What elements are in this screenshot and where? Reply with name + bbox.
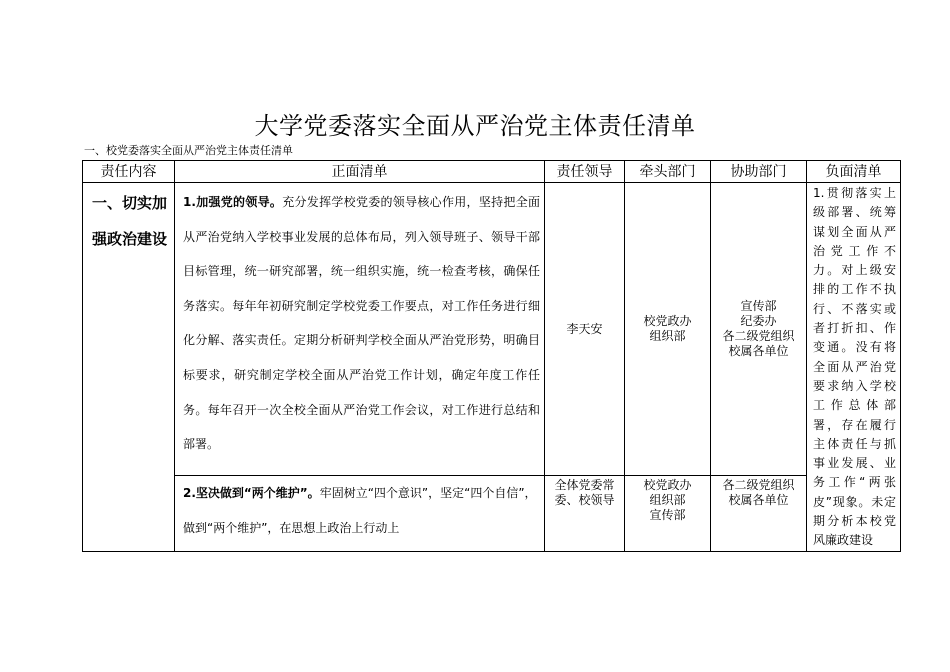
assist-dept: 校属各单位 (728, 493, 789, 508)
header-positive-list: 正面清单 (175, 161, 545, 183)
assist-dept: 纪委办 (740, 314, 777, 329)
assist-dept: 各二级党组织 (722, 478, 795, 493)
leader-cell-2 (545, 476, 625, 551)
category-line-2: 强政治建设 (91, 230, 167, 248)
positive-item-2 (175, 476, 545, 551)
lead-dept: 宣传部 (649, 508, 686, 523)
header-assist-dept: 协助部门 (711, 161, 807, 183)
header-lead-dept: 牵头部门 (625, 161, 711, 183)
lead-dept: 组织部 (649, 329, 686, 344)
table-row (83, 476, 901, 551)
header-negative-list: 负面清单 (807, 161, 901, 183)
responsibility-table (82, 160, 901, 552)
section-subtitle: 一、校党委落实全面从严治党主体责任清单 (84, 144, 293, 157)
leader-2: 全体党委常委、校领导 (554, 478, 615, 508)
category-cell (83, 183, 175, 552)
positive-item-2-heading: 2.坚决做到“两个维护”。 (183, 486, 320, 501)
assist-dept: 宣传部 (740, 299, 777, 314)
assist-dept-cell-2 (711, 476, 807, 551)
positive-item-1-heading: 1.加强党的领导。 (183, 195, 283, 209)
assist-dept: 各二级党组织 (722, 329, 795, 344)
lead-dept-cell-2 (625, 476, 711, 551)
lead-dept-cell-1 (625, 183, 711, 476)
positive-item-1-body: 充分发挥学校党委的领导核心作用，坚持把全面从严治党纳入学校事业发展的总体布局，列入领导班子、领导干部目标管理，统一研究部署，统一组织实施，统一检查考核，确保任务落实。每年年初研究制定学校党委工作要点，对工作任务进行细化分解、落实责任。定期分析研判学校全面从严治党形势，明确目标要求，研究制定学校全面从严治党工作计划，确定年度工作任务。每年召开一次全校全面从严治党工作会议，对工作进行总结和部署。 (183, 195, 540, 452)
leader-cell-1 (545, 183, 625, 476)
positive-item-2-body: 牢固树立“四个意识”，坚定“四个自信”，做到“两个维护”，在思想上政治上行动上 (183, 486, 537, 535)
negative-list-cell: 1.贯彻落实上级部署、统筹谋划全面从严治党工作不力。对上级安排的工作不执行、不落实或者打折扣、作变通。没有将全面从严治党要求纳入学校工作总体部署，存在履行主体责任与抓事业发展、业务工作“两张皮”现象。未定期分析本校党风廉政建设 (807, 183, 901, 552)
lead-dept: 校党政办 (643, 478, 692, 493)
table-row (83, 183, 901, 476)
assist-dept-cell-1 (711, 183, 807, 476)
table-header-row (83, 161, 901, 183)
category-line-1: 一、切实加 (91, 194, 167, 212)
page-title: 大学党委落实全面从严治党主体责任清单 (254, 112, 696, 140)
header-leader: 责任领导 (545, 161, 625, 183)
lead-dept: 校党政办 (643, 314, 692, 329)
leader-1: 李天安 (566, 321, 603, 336)
header-responsibility: 责任内容 (83, 161, 175, 183)
lead-dept: 组织部 (649, 493, 686, 508)
positive-item-1 (175, 183, 545, 476)
assist-dept: 校属各单位 (728, 344, 789, 359)
